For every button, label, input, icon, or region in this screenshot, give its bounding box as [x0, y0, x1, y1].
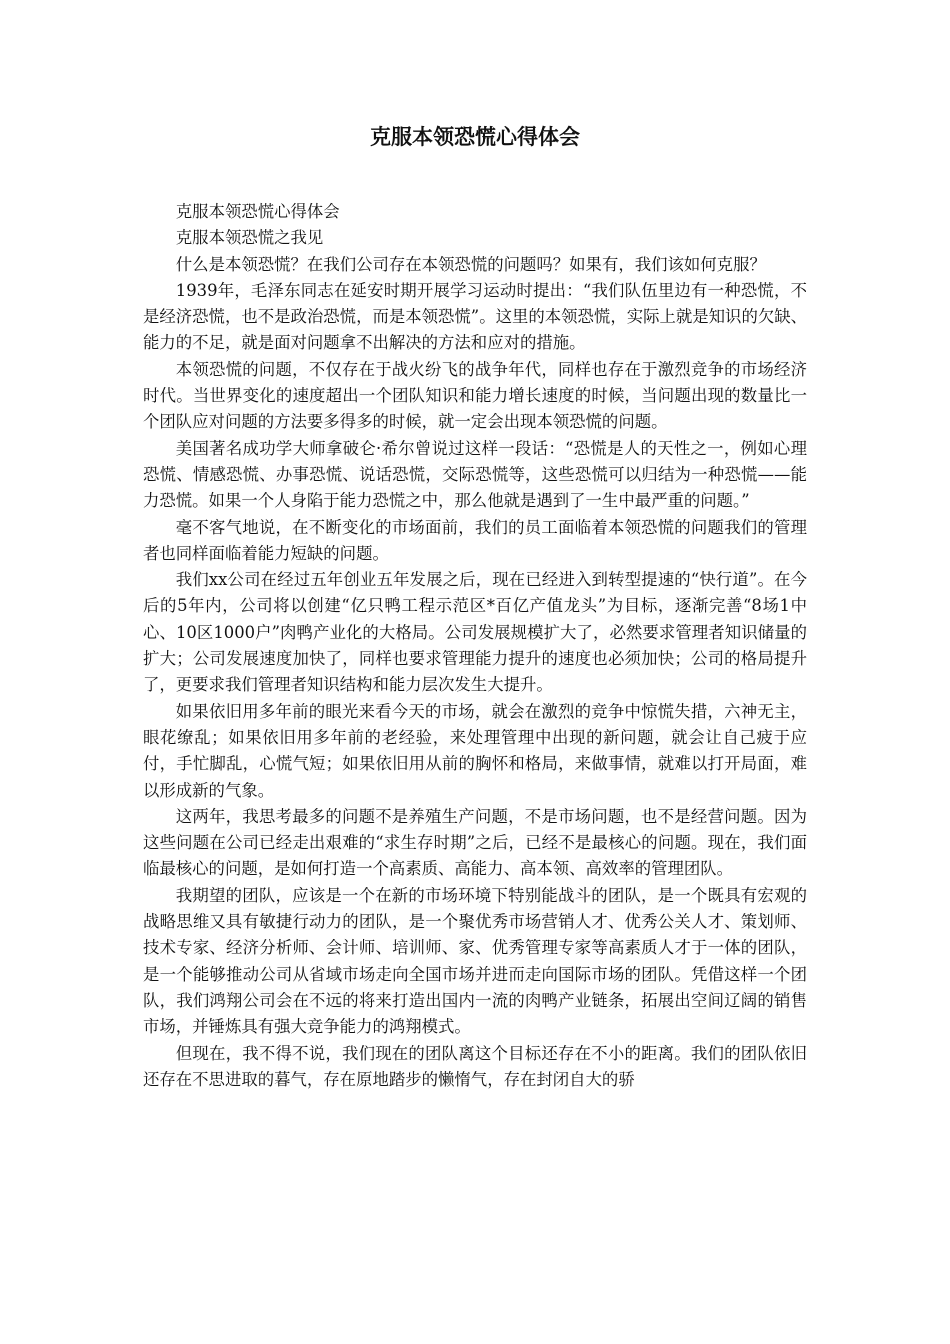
- paragraph-1: 克服本领恐慌心得体会: [175, 202, 340, 221]
- paragraph-6: 美国著名成功学大师拿破仑·希尔曾说过这样一段话：“恐慌是人的天性之一，例如心理恐慌、情感恐慌、办事恐慌、说话恐慌，交际恐慌等，这些恐慌可以归结为一种恐慌——能力恐慌。如果一个人身陷于能力恐慌之中，那么他就是遇到了一生中最严重的问题。”: [143, 438, 807, 511]
- paragraph-8: 我们xx公司在经过五年创业五年发展之后，现在已经进入到转型提速的“快行道”。在今后的5年内，公司将以创建“亿只鸭工程示范区*百亿产值龙头”为目标，逐渐完善“8场1中心、10区1000户”肉鸭产业化的大格局。公司发展规模扩大了，必然要求管理者知识储量的扩大；公司发展速度加快了，同样也要求管理能力提升的速度也必须加快；公司的格局提升了，更要求我们管理者知识结构和能力层次发生大提升。: [143, 570, 807, 695]
- paragraph-10: 这两年，我思考最多的问题不是养殖生产问题，不是市场问题，也不是经营问题。因为这些问题在公司已经走出艰难的“求生存时期”之后，已经不是最核心的问题。现在，我们面临最核心的问题，是如何打造一个高素质、高能力、高本领、高效率的管理团队。: [143, 806, 807, 879]
- paragraph-11: 我期望的团队，应该是一个在新的市场环境下特别能战斗的团队，是一个既具有宏观的战略思维又具有敏捷行动力的团队，是一个聚优秀市场营销人才、优秀公关人才、策划师、技术专家、经济分析师、会计师、培训师、家、优秀管理专家等高素质人才于一体的团队，是一个能够推动公司从省域市场走向全国市场并进而走向国际市场的团队。凭借这样一个团队，我们鸿翔公司会在不远的将来打造出国内一流的肉鸭产业链条，拓展出空间辽阔的销售市场，并锤炼具有强大竞争能力的鸿翔模式。: [143, 885, 807, 1037]
- document-body: [143, 199, 807, 1093]
- paragraph-7: 毫不客气地说，在不断变化的市场面前，我们的员工面临着本领恐慌的问题我们的管理者也同样面临着能力短缺的问题。: [143, 517, 807, 563]
- paragraph-3: 什么是本领恐慌？在我们公司存在本领恐慌的问题吗？如果有，我们该如何克服？: [175, 254, 766, 274]
- document-title: 克服本领恐慌心得体会: [370, 124, 580, 149]
- paragraph-12: 但现在，我不得不说，我们现在的团队离这个目标还存在不小的距离。我们的团队依旧还存在不思进取的暮气，存在原地踏步的懒惰气，存在封闭自大的骄: [143, 1043, 807, 1089]
- paragraph-5: 本领恐慌的问题，不仅存在于战火纷飞的战争年代，同样也存在于激烈竞争的市场经济时代。当世界变化的速度超出一个团队知识和能力增长速度的时候，当问题出现的数量比一个团队应对问题的方法要多得多的时候，就一定会出现本领恐慌的问题。: [143, 359, 807, 432]
- paragraph-4: 1939年，毛泽东同志在延安时期开展学习运动时提出：“我们队伍里边有一种恐慌，不是经济恐慌，也不是政治恐慌，而是本领恐慌”。这里的本领恐慌，实际上就是知识的欠缺、能力的不足，就是面对问题拿不出解决的方法和应对的措施。: [143, 280, 808, 353]
- paragraph-2: 克服本领恐慌之我见: [175, 228, 324, 248]
- paragraph-9: 如果依旧用多年前的眼光来看今天的市场，就会在激烈的竞争中惊慌失措，六神无主，眼花缭乱；如果依旧用多年前的老经验，来处理管理中出现的新问题，就会让自己疲于应付，手忙脚乱，心慌气短；如果依旧用从前的胸怀和格局，来做事情，就难以打开局面，难以形成新的气象。: [143, 701, 807, 800]
